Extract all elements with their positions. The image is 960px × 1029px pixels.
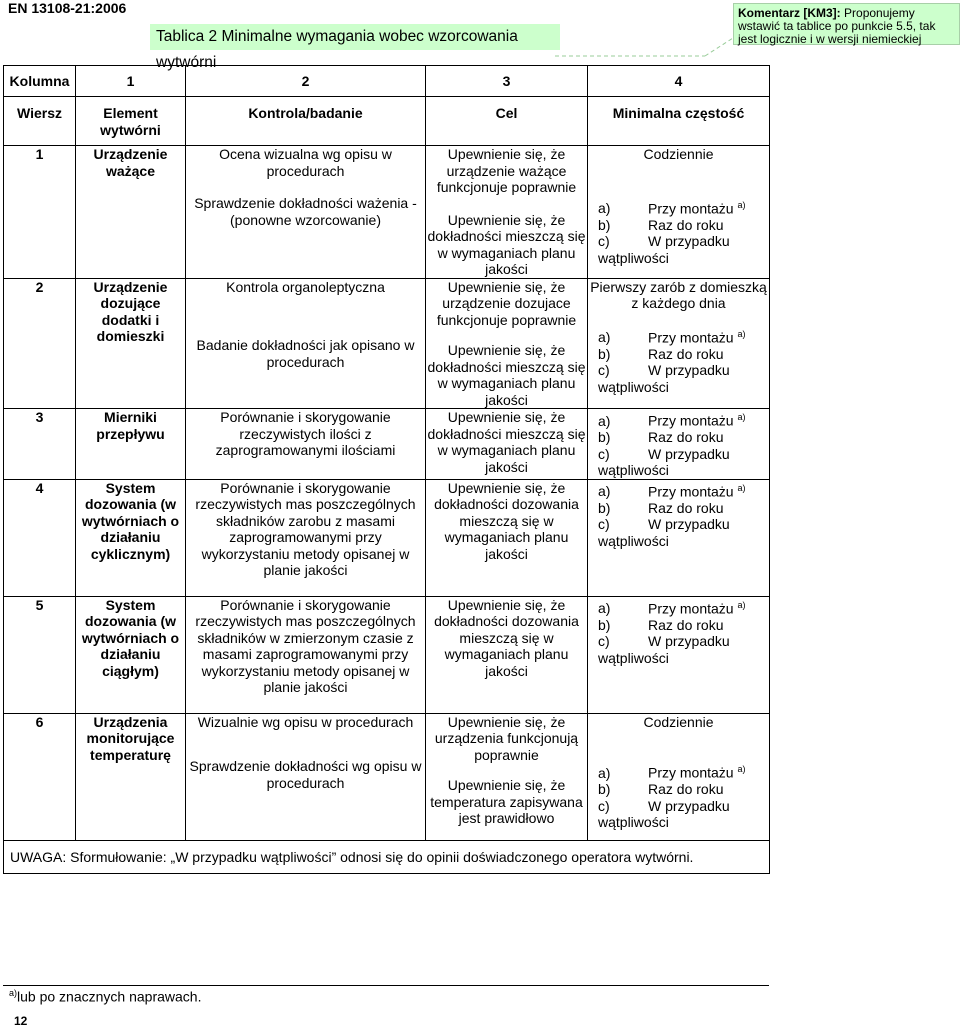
row-cel xyxy=(426,713,588,840)
column-3: 3 xyxy=(426,66,588,97)
czestosc-1: Pierwszy zarób z domieszką z każdego dnia xyxy=(590,278,767,311)
header-row xyxy=(4,97,770,146)
row-number: 1 xyxy=(4,146,76,279)
footnote xyxy=(9,988,201,1005)
table-caption: Tablica 2 Minimalne wymagania wobec wzorcowania wytwórni xyxy=(150,24,560,50)
row-cel: Upewnienie się, że dokładności dozowania mieszczą się w wymaganiach planu jakości xyxy=(426,596,588,713)
freq-c-cont: wątpliwości xyxy=(598,462,669,479)
cel-1: Upewnienie się, że urządzenia funkcjonują poprawnie xyxy=(434,713,579,763)
freq-list xyxy=(588,480,769,550)
table-row xyxy=(4,479,770,596)
row-czestosc xyxy=(588,596,770,713)
freq-c-label: c) xyxy=(598,445,610,462)
freq-b-text: Raz do roku xyxy=(648,499,724,516)
header-kontrola: Kontrola/badanie xyxy=(186,97,426,146)
freq-list xyxy=(588,761,769,831)
freq-a-label: a) xyxy=(598,483,611,500)
row-cel: Upewnienie się, że dokładności mieszczą się w wymaganiach planu jakości xyxy=(426,409,588,480)
row-kontrola: Porównanie i skorygowanie rzeczywistych mas poszczególnych składników w zmierzonym czasie z masami zaprogramowanymi przy wykorzystaniu metody opisanej w planie jakości xyxy=(186,596,426,713)
freq-a-sup: a) xyxy=(737,482,746,493)
row-number: 3 xyxy=(4,409,76,480)
freq-b-text: Raz do roku xyxy=(648,345,724,362)
row-czestosc xyxy=(588,278,770,409)
freq-list xyxy=(588,597,769,667)
freq-a-label: a) xyxy=(598,329,611,346)
row-czestosc xyxy=(588,479,770,596)
freq-a-text: Przy montażu xyxy=(648,200,734,217)
freq-list xyxy=(588,326,769,396)
freq-c-cont: wątpliwości xyxy=(598,378,669,395)
freq-a-text: Przy montażu xyxy=(648,412,734,429)
cel-2: Upewnienie się, że temperatura zapisywana jest prawidłowo xyxy=(430,777,583,827)
freq-c-label: c) xyxy=(598,362,610,379)
freq-a-label: a) xyxy=(598,412,611,429)
comment-connector xyxy=(555,38,733,58)
kontrola-1: Kontrola organoleptyczna xyxy=(226,278,385,295)
freq-list xyxy=(588,409,769,479)
freq-a-label: a) xyxy=(598,200,611,217)
column-number-row xyxy=(4,66,770,97)
column-2: 2 xyxy=(186,66,426,97)
comment-author: Komentarz [KM3]: xyxy=(738,6,841,20)
freq-a-sup: a) xyxy=(737,412,746,422)
row-number: 6 xyxy=(4,713,76,840)
footnote-area xyxy=(3,985,769,1016)
row-kontrola xyxy=(186,278,426,409)
freq-b-text: Raz do roku xyxy=(648,216,724,233)
freq-a-label: a) xyxy=(598,764,611,781)
header-element: Element wytwórni xyxy=(76,97,186,146)
freq-a-text: Przy montażu xyxy=(648,483,734,500)
row-czestosc xyxy=(588,713,770,840)
row-kontrola xyxy=(186,713,426,840)
requirements-table xyxy=(3,65,770,874)
freq-b-label: b) xyxy=(598,616,611,633)
freq-c-text: W przypadku xyxy=(648,633,730,650)
freq-a-text: Przy montażu xyxy=(648,600,734,617)
row-cel xyxy=(426,278,588,409)
kontrola-2: Badanie dokładności jak opisano w procedurach xyxy=(196,337,415,370)
freq-b-label: b) xyxy=(598,781,611,798)
freq-c-text: W przypadku xyxy=(648,797,730,814)
cel-2: Upewnienie się, że dokładności mieszczą się w wymaganiach planu jakości xyxy=(427,211,586,277)
row-kontrola xyxy=(186,146,426,279)
row-number: 4 xyxy=(4,479,76,596)
header-wiersz: Wiersz xyxy=(4,97,76,146)
note-row xyxy=(4,840,770,874)
column-4: 4 xyxy=(588,66,770,97)
freq-c-label: c) xyxy=(598,233,610,250)
freq-a-text: Przy montażu xyxy=(648,329,734,346)
row-element: System dozowania (w wytwórniach o działaniu cyklicznym) xyxy=(76,479,186,596)
review-comment[interactable] xyxy=(733,3,960,45)
freq-c-text: W przypadku xyxy=(648,233,730,250)
row-element: Urządzenie dozujące dodatki i domieszki xyxy=(76,278,186,409)
freq-a-sup: a) xyxy=(737,199,746,210)
freq-a-text: Przy montażu xyxy=(648,764,734,781)
cel-1: Upewnienie się, że urządzenie dozujace funkcjonuje poprawnie xyxy=(436,278,577,328)
czestosc-1: Codziennie xyxy=(643,713,714,730)
freq-c-cont: wątpliwości xyxy=(598,249,669,266)
row-czestosc xyxy=(588,146,770,279)
cel-2: Upewnienie się, że dokładności mieszczą się w wymaganiach planu jakości xyxy=(427,342,586,408)
table-row xyxy=(4,146,770,279)
freq-b-text: Raz do roku xyxy=(648,429,724,446)
freq-list xyxy=(588,197,769,267)
freq-a-sup: a) xyxy=(737,599,746,610)
row-number: 5 xyxy=(4,596,76,713)
row-czestosc xyxy=(588,409,770,480)
freq-c-cont: wątpliwości xyxy=(598,649,669,666)
kontrola-2: Sprawdzenie dokładności wg opisu w procedurach xyxy=(189,758,422,791)
row-element: Mierniki przepływu xyxy=(76,409,186,480)
kontrola-2: Sprawdzenie dokładności ważenia -(ponowne wzorcowanie) xyxy=(194,195,417,228)
freq-c-text: W przypadku xyxy=(648,362,730,379)
freq-a-label: a) xyxy=(598,600,611,617)
row-number: 2 xyxy=(4,278,76,409)
freq-b-text: Raz do roku xyxy=(648,781,724,798)
cel-1: Upewnienie się, że urządzenie ważące funkcjonuje poprawnie xyxy=(436,146,577,195)
row-kontrola: Porównanie i skorygowanie rzeczywistych ilości z zaprogramowanymi ilościami xyxy=(186,409,426,480)
row-kontrola: Porównanie i skorygowanie rzeczywistych mas poszczególnych składników zarobu z masami zaprogramowanymi przy wykorzystaniu metody opisanej w planie jakości xyxy=(186,479,426,596)
page-number: 12 xyxy=(14,1014,28,1028)
standard-code: EN 13108-21:2006 xyxy=(8,0,127,16)
freq-b-label: b) xyxy=(598,499,611,516)
freq-b-text: Raz do roku xyxy=(648,616,724,633)
freq-b-label: b) xyxy=(598,216,611,233)
footnote-mark: a) xyxy=(9,988,18,998)
table-row xyxy=(4,409,770,480)
freq-c-text: W przypadku xyxy=(648,516,730,533)
freq-a-sup: a) xyxy=(737,764,746,775)
freq-a-sup: a) xyxy=(737,328,746,339)
table-row xyxy=(4,713,770,840)
footnote-text: lub po znacznych naprawach. xyxy=(17,988,202,1005)
freq-b-label: b) xyxy=(598,345,611,362)
table-row xyxy=(4,596,770,713)
note-text: UWAGA: Sformułowanie: „W przypadku wątpliwości” odnosi się do opinii doświadczonego operatora wytwórni. xyxy=(4,840,770,874)
freq-c-label: c) xyxy=(598,633,610,650)
header-czestosc: Minimalna częstość xyxy=(588,97,770,146)
freq-c-label: c) xyxy=(598,516,610,533)
freq-c-text: W przypadku xyxy=(648,445,730,462)
freq-b-label: b) xyxy=(598,429,611,446)
row-element: System dozowania (w wytwórniach o działaniu ciągłym) xyxy=(76,596,186,713)
row-cel: Upewnienie się, że dokładności dozowania mieszczą się w wymaganiach planu jakości xyxy=(426,479,588,596)
comment-text: Proponujemy wstawić ta tablice po punkcie 5.5, tak jest logicznie i w wersji niemieckiej xyxy=(738,6,936,46)
column-1: 1 xyxy=(76,66,186,97)
kontrola-1: Wizualnie wg opisu w procedurach xyxy=(197,713,414,730)
row-cel xyxy=(426,146,588,279)
kontrola-1: Ocena wizualna wg opisu w procedurach xyxy=(219,146,392,179)
freq-c-cont: wątpliwości xyxy=(598,532,669,549)
table-row xyxy=(4,278,770,409)
freq-c-label: c) xyxy=(598,797,610,814)
column-label: Kolumna xyxy=(4,66,76,97)
czestosc-1: Codziennie xyxy=(643,146,714,162)
row-element: Urządzenia monitorujące temperaturę xyxy=(76,713,186,840)
header-cel: Cel xyxy=(426,97,588,146)
freq-c-cont: wątpliwości xyxy=(598,814,669,831)
row-element: Urządzenie ważące xyxy=(76,146,186,279)
